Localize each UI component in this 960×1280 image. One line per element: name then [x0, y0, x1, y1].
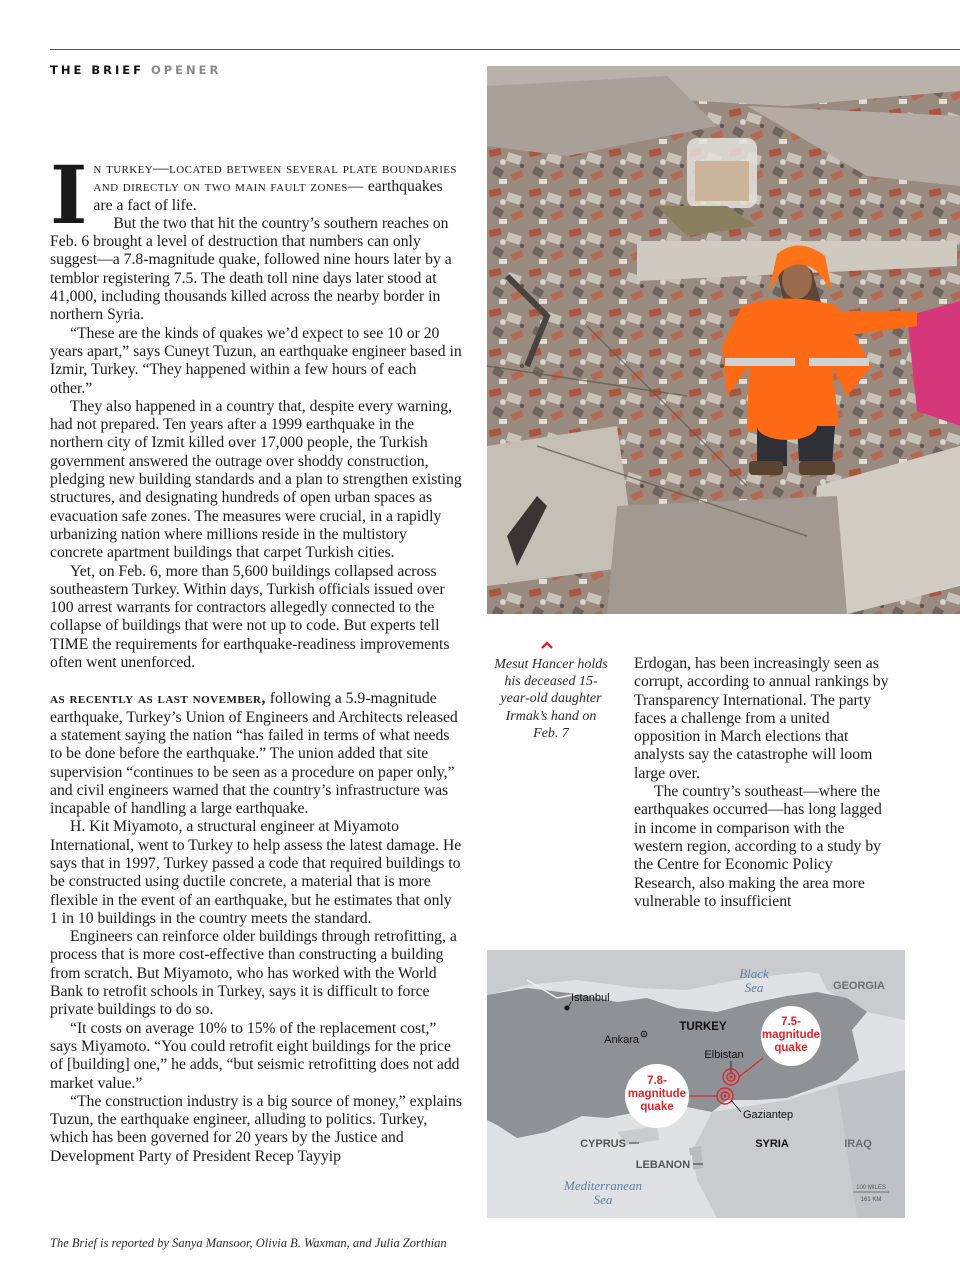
paragraph-3: “These are the kinds of quakes we’d expect to see 10 or 20 years apart,” says Cuneyt Tuzun, an earthquake engineer based in Izmir, Turkey. “They happened within a few hours of each other.” — [50, 324, 462, 397]
paragraph-6 — [50, 690, 462, 818]
scale-miles: 100 MILES — [856, 1185, 886, 1191]
paragraph-5: Yet, on Feb. 6, more than 5,600 buildings collapsed across southeastern Turkey. Within days, Turkish officials issued over 100 arrest warrants for contractors allegedly connected to the collapse of buildings that were not up to code. But experts tell TIME the requirements for earthquake-readiness improvements often went unenforced. — [50, 562, 450, 672]
paragraph-1 — [50, 148, 462, 242]
subhead: as recently as last november, — [50, 690, 266, 708]
map-label-gaziantep: Gaziantep — [743, 1109, 794, 1121]
map-label-quake-75: 7.5-magnitude quake — [761, 1016, 821, 1054]
paragraph-1-rest: earthquakes are a fact of life. — [93, 178, 443, 214]
map-label-istanbul: Istanbul — [571, 992, 610, 1004]
map-label-quake-78: 7.8-magnitude quake — [627, 1075, 687, 1113]
earthquake-photo — [487, 66, 960, 614]
map-label-syria: SYRIA — [755, 1138, 789, 1150]
earthquake-map — [487, 950, 905, 1218]
paragraph-9: “It costs on average 10% to 15% of the replacement cost,” says Miyamoto. “You could retrofit eight buildings for the price of [building] one,” he adds, “but seismic retrofitting does not add market value.” — [50, 1019, 460, 1092]
map-label-georgia: GEORGIA — [833, 980, 885, 992]
top-rule — [50, 49, 960, 50]
map-label-turkey: TURKEY — [679, 1021, 727, 1033]
scale-km: 161 KM — [860, 1197, 882, 1203]
section-label — [50, 63, 221, 77]
map-label-mediterranean: Mediterranean Sea — [564, 1178, 642, 1207]
article-body-left — [50, 148, 462, 1166]
map-label-iraq: IRAQ — [844, 1138, 872, 1150]
paragraph-10-continued: Erdogan, has been increasingly seen as corrupt, according to annual rankings by Transparency International. The party faces a challenge from a united opposition in March elections that analysts say the catastrophe will loom large over. — [634, 655, 889, 782]
dropcap: I — [50, 148, 88, 242]
section-name: THE BRIEF — [50, 63, 144, 77]
section-subname: OPENER — [150, 63, 222, 77]
paragraph-7: H. Kit Miyamoto, a structural engineer at Miyamoto International, went to Turkey to help assess the latest damage. He says that in 1997, Turkey passed a code that required buildings to be constructed using ductile concrete, a material that is more flexible in the event of an earthquake, but he estimates that only 1 in 10 buildings in the country meets the standard. — [50, 818, 462, 927]
caret-up-icon — [540, 640, 554, 650]
paragraph-8: Engineers can reinforce older buildings through retrofitting, a process that is more cost-effective than constructing a building from scratch. But Miyamoto, who has worked with the World Bank to retrofit schools in Turkey, says it is difficult to force private buildings to do so. — [50, 928, 457, 1019]
map-label-elbistan: Elbistan — [704, 1049, 744, 1061]
paragraph-2: But the two that hit the country’s southern reaches on Feb. 6 brought a level of destruction that numbers can only suggest—a 7.8-magnitude quake, followed nine hours later by a temblor registering 7.5. The death toll nine days later stood at 41,000, including thousands killed across the nearby border in northern Syria. — [50, 214, 452, 324]
map-label-cyprus: CYPRUS — [580, 1138, 626, 1150]
article-body-right — [634, 655, 896, 911]
paragraph-11: The country’s southeast—where the earthquakes occurred—has long lagged in income in comparison with the western region, according to a study by the Centre for Economic Policy Research, also making the area more vulnerable to insufficient — [634, 783, 882, 910]
map-label-lebanon: LEBANON — [635, 1159, 691, 1171]
photo-caption: Mesut Hancer holds his deceased 15-year-old daughter Irmak’s hand on Feb. 7 — [494, 657, 608, 741]
map-label-ankara: Ankara — [604, 1034, 639, 1046]
paragraph-10: “The construction industry is a big source of money,” explains Tuzun, the earthquake engineer, alluding to politics. Turkey, which has been governed for 20 years by the Justice and Development Party of President Recep Tayyip — [50, 1092, 462, 1165]
paragraph-4: They also happened in a country that, despite every warning, had not prepared. Ten years after a 1999 earthquake in the northern city of Izmit killed over 17,000 people, the Turkish government answered the outrage over shoddy construction, pledging new building standards and a plan to strengthen existing structures, and designating hundreds of open urban spaces as evacuation safe zones. The measures were crucial, in a rapidly urbanizing nation where millions reside in the multistory concrete apartment buildings that carpet Turkish cities. — [50, 397, 462, 562]
lead-in: n turkey—located between several plate boundaries and directly on two main fault zones— — [93, 160, 457, 196]
credit-line: The Brief is reported by Sanya Mansoor, Olivia B. Waxman, and Julia Zorthian — [50, 1236, 447, 1250]
paragraph-6-rest: following a 5.9-magnitude earthquake, Turkey’s Union of Engineers and Architects released a statement saying the nation “has failed in terms of what needs to be done before the earthquake.” The union added that site supervision “continues to be seen as a procedure on paper only,” and civil engineers warned that the country’s infrastructure was incapable of handling a large earthquake. — [50, 690, 458, 818]
map-label-black-sea: Black Sea — [739, 966, 769, 995]
